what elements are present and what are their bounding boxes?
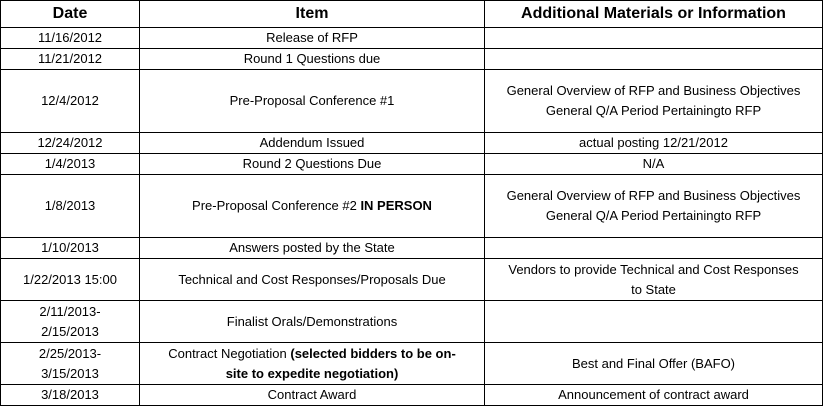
info-cell: [485, 70, 823, 133]
info-cell: [485, 301, 823, 343]
date-cell: 12/24/2012: [1, 133, 140, 154]
item-cell: Round 1 Questions due: [140, 49, 485, 70]
info-cell: actual posting 12/21/2012: [485, 133, 823, 154]
info-cell: [485, 175, 823, 238]
info-cell: Best and Final Offer (BAFO): [485, 343, 823, 385]
info-line: General Overview of RFP and Business Objectives: [506, 188, 801, 203]
item-cell: Round 2 Questions Due: [140, 154, 485, 175]
date-cell: 1/4/2013: [1, 154, 140, 175]
info-line: General Q/A Period Pertainingto RFP: [545, 208, 762, 223]
date-cell: 11/16/2012: [1, 28, 140, 49]
date-cell: 3/18/2013: [1, 385, 140, 406]
header-item: Item: [140, 1, 485, 28]
date-line: 2/11/2013-: [39, 303, 101, 319]
header-date: Date: [1, 1, 140, 28]
date-line: 2/25/2013-: [38, 345, 102, 361]
date-line: 2/15/2013: [41, 323, 99, 339]
table-row: [1, 259, 823, 301]
item-text: Contract Negotiation: [168, 345, 287, 361]
table-row: [1, 154, 823, 175]
table-row: [1, 343, 823, 385]
item-cell: Answers posted by the State: [140, 238, 485, 259]
info-line: Vendors to provide Technical and Cost Responses: [508, 261, 799, 277]
info-cell: [485, 238, 823, 259]
info-cell: [485, 259, 823, 301]
table-row: [1, 70, 823, 133]
header-row: [1, 1, 823, 28]
date-cell: [1, 343, 140, 385]
table-row: [1, 28, 823, 49]
item-emphasis: site to expedite negotiation): [225, 365, 399, 381]
info-line: to State: [631, 281, 676, 297]
item-cell: Release of RFP: [140, 28, 485, 49]
table-row: [1, 175, 823, 238]
item-cell: Finalist Orals/Demonstrations: [140, 301, 485, 343]
date-cell: 1/22/2013 15:00: [1, 259, 140, 301]
date-cell: [1, 301, 140, 343]
date-cell: 12/4/2012: [1, 70, 140, 133]
table-row: [1, 49, 823, 70]
table-row: [1, 301, 823, 343]
info-cell: [485, 28, 823, 49]
info-line: General Overview of RFP and Business Objectives: [506, 83, 801, 98]
table-row: [1, 385, 823, 406]
item-cell: Contract Award: [140, 385, 485, 406]
date-cell: 1/10/2013: [1, 238, 140, 259]
info-cell: [485, 49, 823, 70]
item-cell: Pre-Proposal Conference #1: [140, 70, 485, 133]
item-emphasis: IN PERSON: [360, 198, 432, 213]
info-cell: Announcement of contract award: [485, 385, 823, 406]
item-cell: Addendum Issued: [140, 133, 485, 154]
date-cell: 1/8/2013: [1, 175, 140, 238]
info-line: General Q/A Period Pertainingto RFP: [545, 103, 762, 118]
item-cell: [140, 343, 485, 385]
info-cell: N/A: [485, 154, 823, 175]
item-cell: [140, 175, 485, 238]
date-line: 3/15/2013: [41, 365, 99, 381]
item-text: Pre-Proposal Conference #2: [192, 198, 357, 213]
item-cell: Technical and Cost Responses/Proposals Due: [140, 259, 485, 301]
date-cell: 11/21/2012: [1, 49, 140, 70]
table-row: [1, 238, 823, 259]
item-emphasis: (selected bidders to be on-: [290, 345, 456, 361]
header-info: Additional Materials or Information: [485, 1, 823, 28]
table-row: [1, 133, 823, 154]
